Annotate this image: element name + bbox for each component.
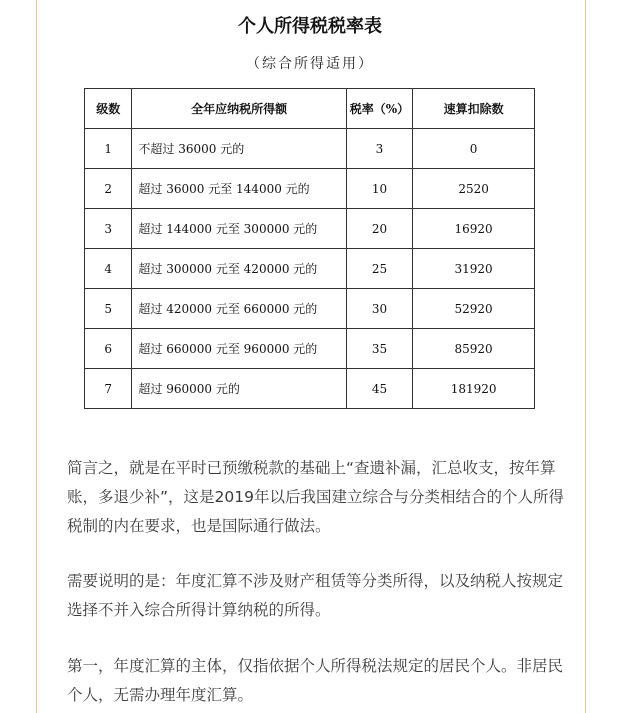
table-subtitle: （综合所得适用） (246, 56, 374, 72)
cell-tax-rate: 20 (346, 209, 412, 249)
table-row (85, 329, 535, 369)
cell-income-range: 超过 144000 元至 300000 元的 (132, 209, 346, 249)
table-row (85, 249, 535, 289)
cell-quick-deduction: 0 (413, 129, 535, 169)
cell-tax-rate: 35 (346, 329, 412, 369)
table-row (85, 369, 535, 409)
header-quick-deduction: 速算扣除数 (413, 89, 535, 129)
cell-quick-deduction: 16920 (413, 209, 535, 249)
cell-quick-deduction: 31920 (413, 249, 535, 289)
cell-income-range: 超过 660000 元至 960000 元的 (132, 329, 346, 369)
header-level: 级数 (85, 89, 132, 129)
cell-tax-rate: 30 (346, 289, 412, 329)
table-row (85, 169, 535, 209)
cell-quick-deduction: 85920 (413, 329, 535, 369)
table-row (85, 209, 535, 249)
cell-quick-deduction: 52920 (413, 289, 535, 329)
cell-level: 1 (85, 129, 132, 169)
table-row (85, 289, 535, 329)
paragraph-note: 需要说明的是：年度汇算不涉及财产租赁等分类所得，以及纳税人按规定选择不并入综合所得计算纳税的所得。 (67, 572, 564, 619)
cell-tax-rate: 3 (346, 129, 412, 169)
cell-quick-deduction: 181920 (413, 369, 535, 409)
cell-tax-rate: 25 (346, 249, 412, 289)
cell-income-range: 超过 36000 元至 144000 元的 (132, 169, 346, 209)
paragraph-first-point: 第一，年度汇算的主体，仅指依据个人所得税法规定的居民个人。非居民个人，无需办理年度汇算。 (67, 657, 564, 704)
cell-tax-rate: 10 (346, 169, 412, 209)
cell-level: 7 (85, 369, 132, 409)
cell-income-range: 超过 960000 元的 (132, 369, 346, 409)
header-income-range: 全年应纳税所得额 (132, 89, 346, 129)
cell-tax-rate: 45 (346, 369, 412, 409)
paragraph-summary: 简言之，就是在平时已预缴税款的基础上“查遗补漏，汇总收支，按年算账，多退少补”，这是2019年以后我国建立综合与分类相结合的个人所得税制的内在要求，也是国际通行做法。 (67, 459, 564, 535)
cell-income-range: 超过 300000 元至 420000 元的 (132, 249, 346, 289)
cell-level: 6 (85, 329, 132, 369)
table-header-row (85, 89, 535, 129)
table-row (85, 129, 535, 169)
header-tax-rate: 税率（%） (346, 89, 412, 129)
cell-level: 5 (85, 289, 132, 329)
table-title: 个人所得税税率表 (238, 16, 382, 37)
cell-level: 3 (85, 209, 132, 249)
cell-level: 2 (85, 169, 132, 209)
cell-income-range: 不超过 36000 元的 (132, 129, 346, 169)
cell-quick-deduction: 2520 (413, 169, 535, 209)
tax-rate-table (84, 88, 535, 409)
cell-income-range: 超过 420000 元至 660000 元的 (132, 289, 346, 329)
cell-level: 4 (85, 249, 132, 289)
